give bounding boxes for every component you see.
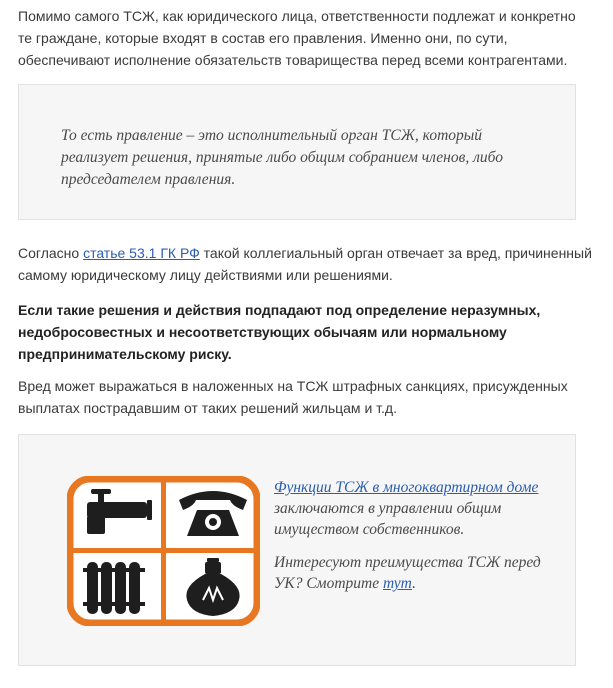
card-text-advantages-after: .	[412, 575, 416, 592]
card-text	[274, 477, 544, 594]
card-text-functions	[274, 477, 544, 540]
quote-box	[18, 84, 576, 220]
related-links-card	[18, 434, 576, 666]
paragraph-bold-condition: Если такие решения и действия подпадают под определение неразумных, недобросовестных и несоответствующих обычаям или нормальному предпринимательскому риску.	[18, 302, 541, 362]
card-text-advantages	[274, 552, 544, 594]
paragraph-damages: Вред может выражаться в наложенных на ТСЖ штрафных санкциях, присужденных выплатах пострадавшим от таких решений жильцам и т.д.	[18, 378, 568, 416]
paragraph-civil-code	[18, 242, 593, 286]
quote-text: То есть правление – это исполнительный орган ТСЖ, который реализует решения, принятые либо общим собранием членов, либо председателем правления.	[61, 127, 503, 188]
card-text-functions-rest: заключаются в управлении общим имуществом собственников.	[274, 500, 502, 538]
card-text-advantages-before: Интересуют преимущества ТСЖ перед УК? Смотрите	[274, 554, 541, 592]
paragraph-civil-code-after: такой коллегиальный орган отвечает за вред, причиненный самому юридическому лицу действиями или решениями.	[18, 245, 592, 283]
paragraph-civil-code-before: Согласно	[18, 245, 84, 261]
functions-link[interactable]: Функции ТСЖ в многоквартирном доме	[274, 479, 539, 496]
here-link[interactable]: тут	[382, 575, 413, 592]
civil-code-article-link[interactable]: статье 53.1 ГК РФ	[83, 245, 200, 261]
utilities-illustration	[67, 476, 260, 626]
paragraph-board-liability: Помимо самого ТСЖ, как юридического лица, ответственности подлежат и конкретно те граждане, которые входят в состав его правления. Именно они, по сути, обеспечивают исполнение обязательств товарищества перед всеми контрагентами.	[18, 8, 576, 68]
